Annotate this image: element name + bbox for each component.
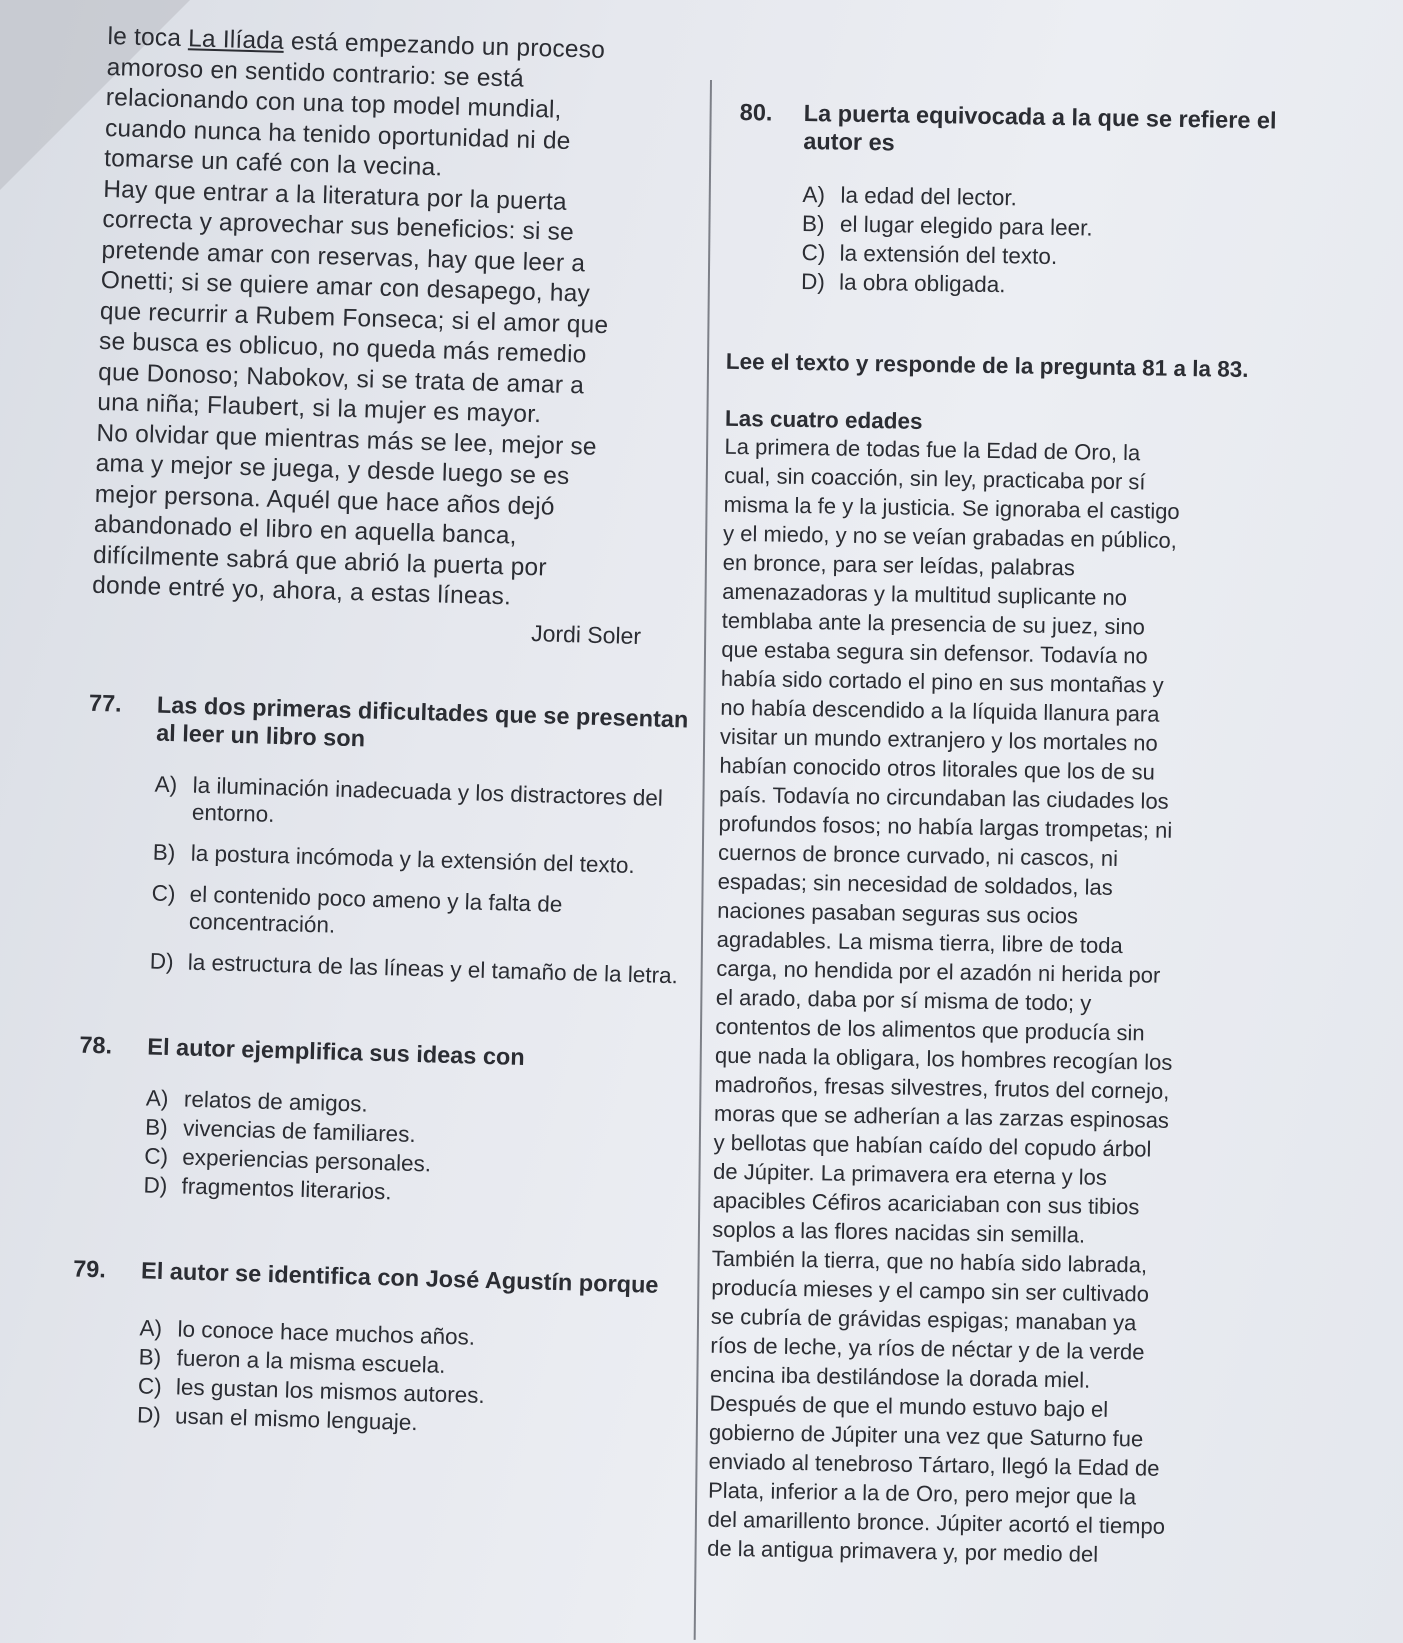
reading-line: apacibles Céfiros acariciaban con sus tibios: [712, 1187, 1140, 1220]
reading-line: misma la fe y la justicia. Se ignoraba el castigo: [723, 491, 1180, 524]
question-stem: Las dos primeras dificultades que se presentan al leer un libro son: [155, 691, 689, 751]
option-letter: A): [154, 771, 178, 797]
option-b[interactable]: [152, 838, 705, 880]
option-letter: C): [137, 1372, 163, 1399]
option-text: fragmentos literarios.: [181, 1173, 392, 1204]
option-letter: D): [800, 268, 826, 295]
option-letter: D): [136, 1401, 162, 1428]
reading-line: el arado, daba por sí misma de todo; y: [715, 984, 1092, 1016]
answer-options: [801, 181, 1299, 303]
question-number: 78.: [79, 1031, 113, 1059]
reading-line: país. Todavía no circundaban las ciudades los: [718, 781, 1169, 814]
question-stem: La puerta equivocada a la que se refiere el autor es: [803, 100, 1277, 156]
passage-line: una niña; Flaubert, si la mujer es mayor.: [96, 388, 542, 429]
option-text: la edad del lector.: [840, 182, 1018, 211]
answer-options: [149, 770, 706, 989]
option-letter: C): [144, 1142, 169, 1169]
passage-line: que recurrir a Rubem Fonseca; si el amor que: [99, 297, 609, 339]
reading-line: temblaba ante la presencia de su juez, sino: [721, 607, 1146, 640]
option-letter: A): [145, 1084, 169, 1111]
reading-line: ríos de leche, ya ríos de néctar y de la verde: [710, 1332, 1145, 1365]
reading-line: amenazadoras y la multitud suplicante no: [722, 578, 1128, 611]
passage-line: que Donoso; Nabokov, si se trata de amar a: [97, 358, 585, 399]
answer-options: [143, 1084, 698, 1213]
passage-line: ama y mejor se juega, y desde luego se es: [95, 449, 570, 491]
reading-line: que nada la obligara, los hombres recogían los: [714, 1042, 1173, 1075]
reading-line: moras que se adherían a las zarzas espinosas: [713, 1100, 1170, 1133]
passage-line: abandonado el libro en aquella banca,: [93, 510, 518, 550]
option-text: relatos de amigos.: [183, 1086, 369, 1117]
passage-line: Hay que entrar a la literatura por la puerta: [102, 175, 568, 216]
passage-line: difícilmente sabrá que abrió la puerta por: [92, 541, 548, 581]
reading-line: cuernos de bronce curvado, ni cascos, ni: [717, 839, 1119, 872]
passage-line: tomarse un café con la vecina.: [103, 144, 443, 182]
question-number: 79.: [72, 1255, 107, 1282]
option-text: el lugar elegido para leer.: [839, 211, 1093, 241]
passage-line: cuando nunca ha tenido oportunidad ni de: [104, 114, 571, 155]
reading-line: y bellotas que habían caído del copudo árbol: [713, 1129, 1152, 1162]
reading-line: no había descendido a la líquida llanura para: [720, 694, 1160, 727]
question-78: [75, 1030, 699, 1213]
option-c[interactable]: [151, 879, 704, 948]
reading-line: carga, no hendida por el azadón ni herida por: [716, 955, 1161, 988]
right-column: [707, 98, 1300, 1572]
option-letter: B): [801, 210, 825, 237]
option-text: la estructura de las líneas y el tamaño de la letra.: [187, 949, 679, 988]
reading-line: se cubría de grávidas espigas; manaban ya: [710, 1303, 1137, 1336]
passage-line: Onetti; si se quiere amar con desapego, hay: [100, 266, 591, 308]
option-letter: D): [149, 948, 174, 974]
reading-line: de Júpiter. La primavera era eterna y los: [712, 1158, 1108, 1190]
reading-line: agradables. La misma tierra, libre de toda: [716, 926, 1123, 959]
option-letter: C): [801, 239, 826, 266]
option-text: la iluminación inadecuada y los distractores del entorno.: [191, 772, 664, 827]
reading-line: habían conocido otros litorales que los de su: [719, 752, 1156, 785]
reading-line: naciones pasaban seguras sus ocios: [717, 897, 1079, 929]
left-column: [69, 22, 728, 1445]
passage-line: amoroso en sentido contrario: se está: [106, 53, 525, 93]
option-text: usan el mismo lenguaje.: [174, 1402, 419, 1435]
question-number: 80.: [739, 98, 773, 126]
reading-line: profundos fosos; no había largas trompetas; ni: [718, 810, 1173, 843]
option-letter: A): [802, 181, 826, 208]
option-text: la obra obligada.: [838, 269, 1006, 298]
book-title: La Ilíada: [187, 25, 285, 55]
option-text: vivencias de familiares.: [182, 1115, 417, 1147]
reading-instruction: Lee el texto y responde de la pregunta 81 a la 83.: [725, 348, 1249, 383]
option-letter: C): [151, 880, 176, 906]
option-letter: A): [139, 1314, 163, 1341]
reading-line: enviado al tenebroso Tártaro, llegó la Edad de: [708, 1448, 1160, 1481]
reading-line: madroños, fresas silvestres, frutos del cornejo,: [714, 1071, 1170, 1104]
option-text: les gustan los mismos autores.: [175, 1373, 486, 1408]
reading-line: Plata, inferior a la de Oro, pero mejor que la: [707, 1477, 1137, 1510]
reading-line: y el miedo, y no se veían grabadas en público,: [722, 520, 1178, 553]
question-stem: El autor se identifica con José Agustín porque: [140, 1256, 659, 1298]
option-a[interactable]: [154, 770, 707, 839]
reading-text: [707, 432, 1295, 1572]
reading-title: Las cuatro edades: [724, 405, 923, 434]
option-letter: B): [144, 1113, 169, 1140]
option-text: la postura incómoda y la extensión del texto.: [190, 840, 636, 878]
option-d[interactable]: [149, 947, 702, 989]
reading-line: que estaba segura sin defensor. Todavía no: [721, 636, 1148, 669]
question-79: [69, 1254, 694, 1443]
option-text: el contenido poco ameno y la falta de concentración.: [188, 881, 563, 938]
question-77: [81, 688, 709, 989]
option-text: lo conoce hace muchos años.: [177, 1315, 476, 1350]
reading-line: espadas; sin necesidad de soldados, las: [717, 868, 1113, 900]
question-number: 77.: [88, 689, 123, 717]
reading-line: del amarillento bronce. Júpiter acortó el tiempo: [707, 1506, 1166, 1539]
passage-line: correcta y aprovechar sus beneficios: si se: [102, 205, 575, 247]
reading-line: de la antigua primavera y, por medio del: [707, 1535, 1099, 1567]
reading-line: encina iba destilándose la dorada miel.: [709, 1361, 1091, 1393]
reading-line: soplos a las flores nacidas sin semilla.: [712, 1216, 1086, 1248]
reading-line: La primera de todas fue la Edad de Oro, la: [724, 433, 1141, 466]
option-letter: D): [143, 1171, 168, 1198]
passage-line: se busca es oblicuo, no queda más remedio: [98, 327, 587, 369]
passage-line: relacionando con una top model mundial,: [105, 83, 562, 124]
option-letter: B): [138, 1343, 162, 1370]
option-d[interactable]: [801, 268, 1297, 303]
passage-text: [91, 22, 728, 652]
reading-line: había sido cortado el pino en sus montañas y: [720, 665, 1164, 698]
reading-line: en bronce, para ser leídas, palabras: [722, 549, 1076, 581]
passage-line: pretende amar con reservas, hay que leer a: [101, 236, 586, 277]
option-letter: B): [152, 839, 176, 865]
option-text: fueron a la misma escuela.: [176, 1344, 446, 1378]
passage-author: Jordi Soler: [530, 619, 642, 649]
reading-line: gobierno de Júpiter una vez que Saturno fue: [708, 1419, 1144, 1452]
passage-line: donde entré yo, ahora, a estas líneas.: [91, 571, 512, 611]
reading-line: cual, sin coacción, sin ley, practicaba por sí: [723, 462, 1146, 495]
reading-line: contentos de los alimentos que producía sin: [715, 1013, 1145, 1046]
reading-line: También la tierra, que no había sido labrada,: [711, 1245, 1148, 1278]
question-stem: El autor ejemplifica sus ideas con: [147, 1033, 526, 1070]
reading-line: producía mieses y el campo sin ser cultivado: [711, 1274, 1150, 1307]
question-80: [737, 98, 1300, 303]
option-text: la extensión del texto.: [839, 240, 1058, 270]
passage-line: No olvidar que mientras más se lee, mejor se: [96, 419, 598, 461]
passage-line: mejor persona. Aquél que hace años dejó: [94, 480, 556, 521]
passage-line: le toca La Ilíada está empezando un proceso: [107, 22, 606, 64]
answer-options: [137, 1314, 692, 1443]
option-text: experiencias personales.: [182, 1144, 432, 1176]
reading-line: Después de que el mundo estuvo bajo el: [709, 1390, 1109, 1422]
reading-line: visitar un mundo extranjero y los mortales no: [719, 723, 1158, 756]
